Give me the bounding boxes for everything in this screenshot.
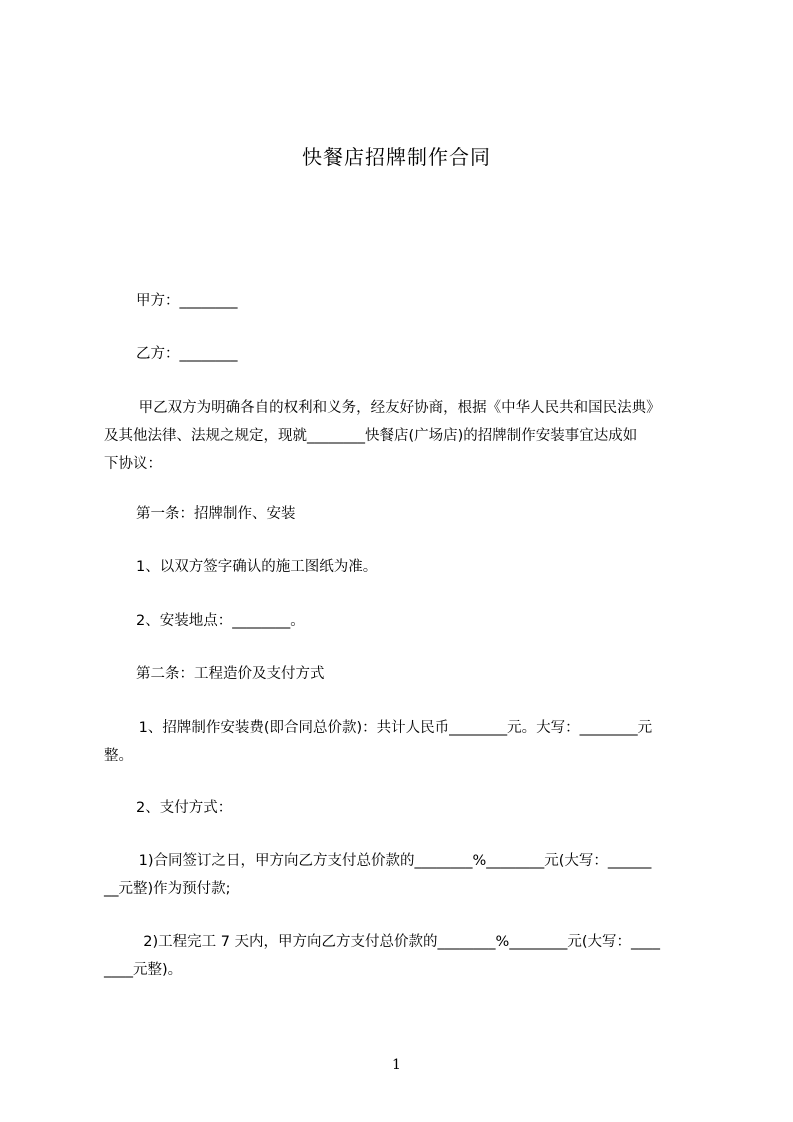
party-b-line: 乙方：________ — [136, 346, 238, 362]
payment-1-paragraph — [104, 851, 710, 899]
payment-2-line-1: 2)工程完工 7 天内，甲方向乙方支付总价款的________%________元(大写：____ — [134, 934, 660, 950]
article-1-heading: 第一条：招牌制作、安装 — [136, 506, 296, 522]
page-number: 1 — [392, 1057, 401, 1073]
payment-1-line-1: 1)合同签订之日，甲方向乙方支付总价款的________%________元(大写：______ — [134, 853, 652, 869]
article-1-item-1: 1、以双方签字确认的施工图纸为准。 — [136, 559, 378, 575]
payment-1-line-2: __元整)作为预付款; — [104, 881, 231, 897]
party-a-line: 甲方：________ — [136, 293, 238, 309]
fee-line-2: 整。 — [104, 748, 133, 764]
intro-paragraph — [104, 398, 710, 474]
article-2-heading: 第二条：工程造价及支付方式 — [136, 666, 325, 682]
intro-line-1: 甲乙双方为明确各自的权利和义务，经友好协商，根据《中华人民共和国民法典》 — [134, 400, 661, 416]
fee-line-1: 1、招牌制作安装费(即合同总价款)：共计人民币________元。大写：________元 — [134, 720, 653, 736]
payment-2-paragraph — [104, 932, 710, 980]
article-1-item-2: 2、安装地点：________。 — [136, 613, 305, 629]
payment-method-heading: 2、支付方式： — [136, 800, 233, 816]
intro-line-2: 及其他法律、法规之规定，现就________快餐店(广场店)的招牌制作安装事宜达成如 — [104, 428, 638, 444]
fee-paragraph — [104, 718, 710, 766]
document-title: 快餐店招牌制作合同 — [302, 145, 491, 169]
intro-line-3: 下协议： — [104, 456, 162, 472]
payment-2-line-2: ____元整)。 — [104, 962, 183, 978]
